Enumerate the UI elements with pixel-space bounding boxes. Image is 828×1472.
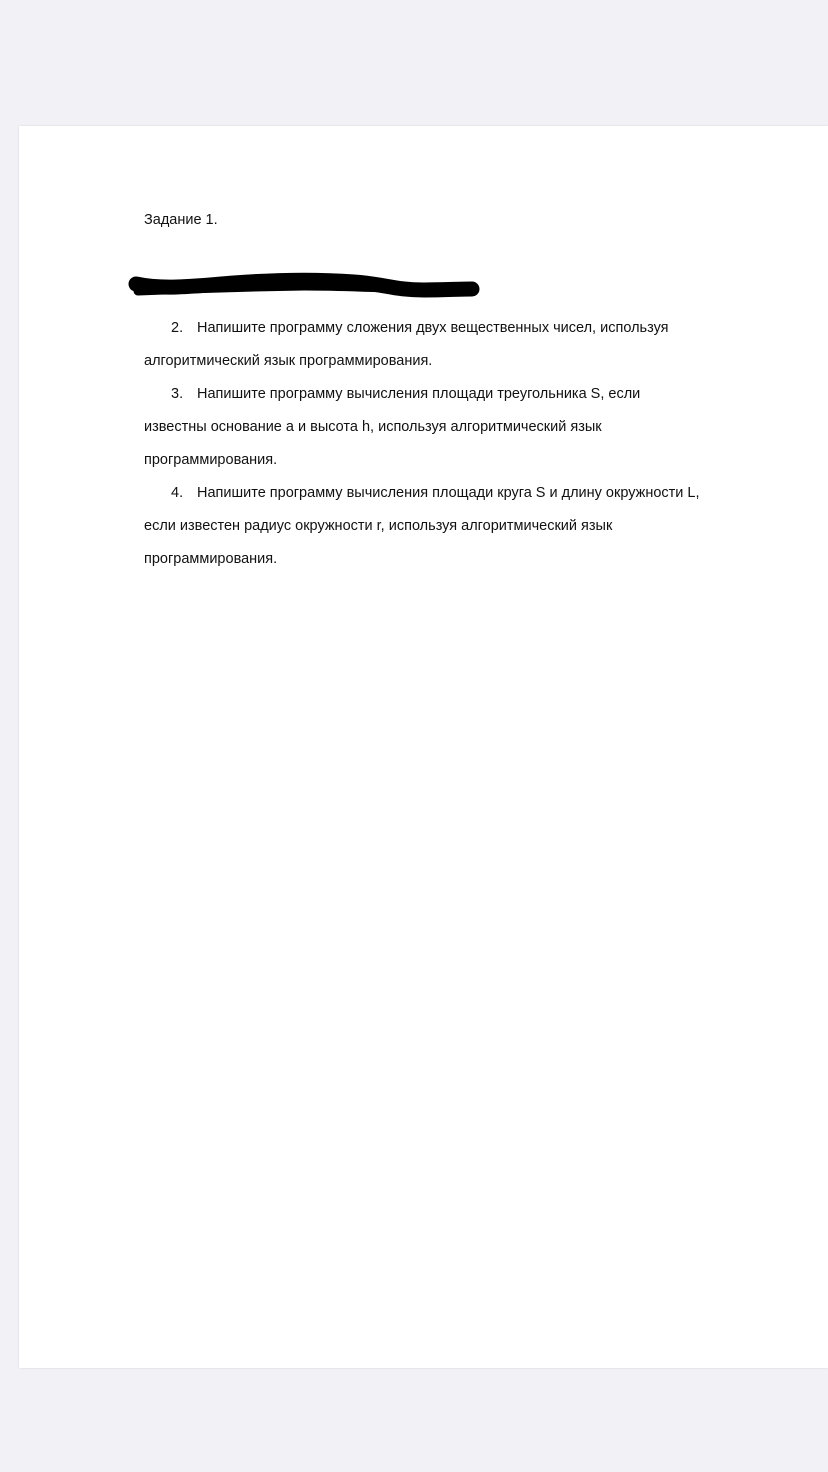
task-heading: Задание 1. xyxy=(144,212,218,228)
task-number: 2. xyxy=(171,320,184,336)
task-text: Напишите программу вычисления площади круга S и длину окружности L, если известен радиус окружности r, используя алгоритмический язык программирования. xyxy=(144,485,700,567)
redaction-scribble xyxy=(124,270,484,306)
task-number: 3. xyxy=(171,386,184,402)
document-page xyxy=(19,126,828,1368)
task-item-3 xyxy=(144,378,704,477)
task-text: Напишите программу вычисления площади треугольника S, если известны основание a и высота h, используя алгоритмический язык программирования. xyxy=(144,386,641,468)
task-number: 4. xyxy=(171,485,184,501)
task-item-4 xyxy=(144,477,704,576)
task-text: Напишите программу сложения двух вещественных чисел, используя алгоритмический язык программирования. xyxy=(144,320,669,369)
task-list xyxy=(144,312,704,576)
task-item-2 xyxy=(144,312,704,378)
